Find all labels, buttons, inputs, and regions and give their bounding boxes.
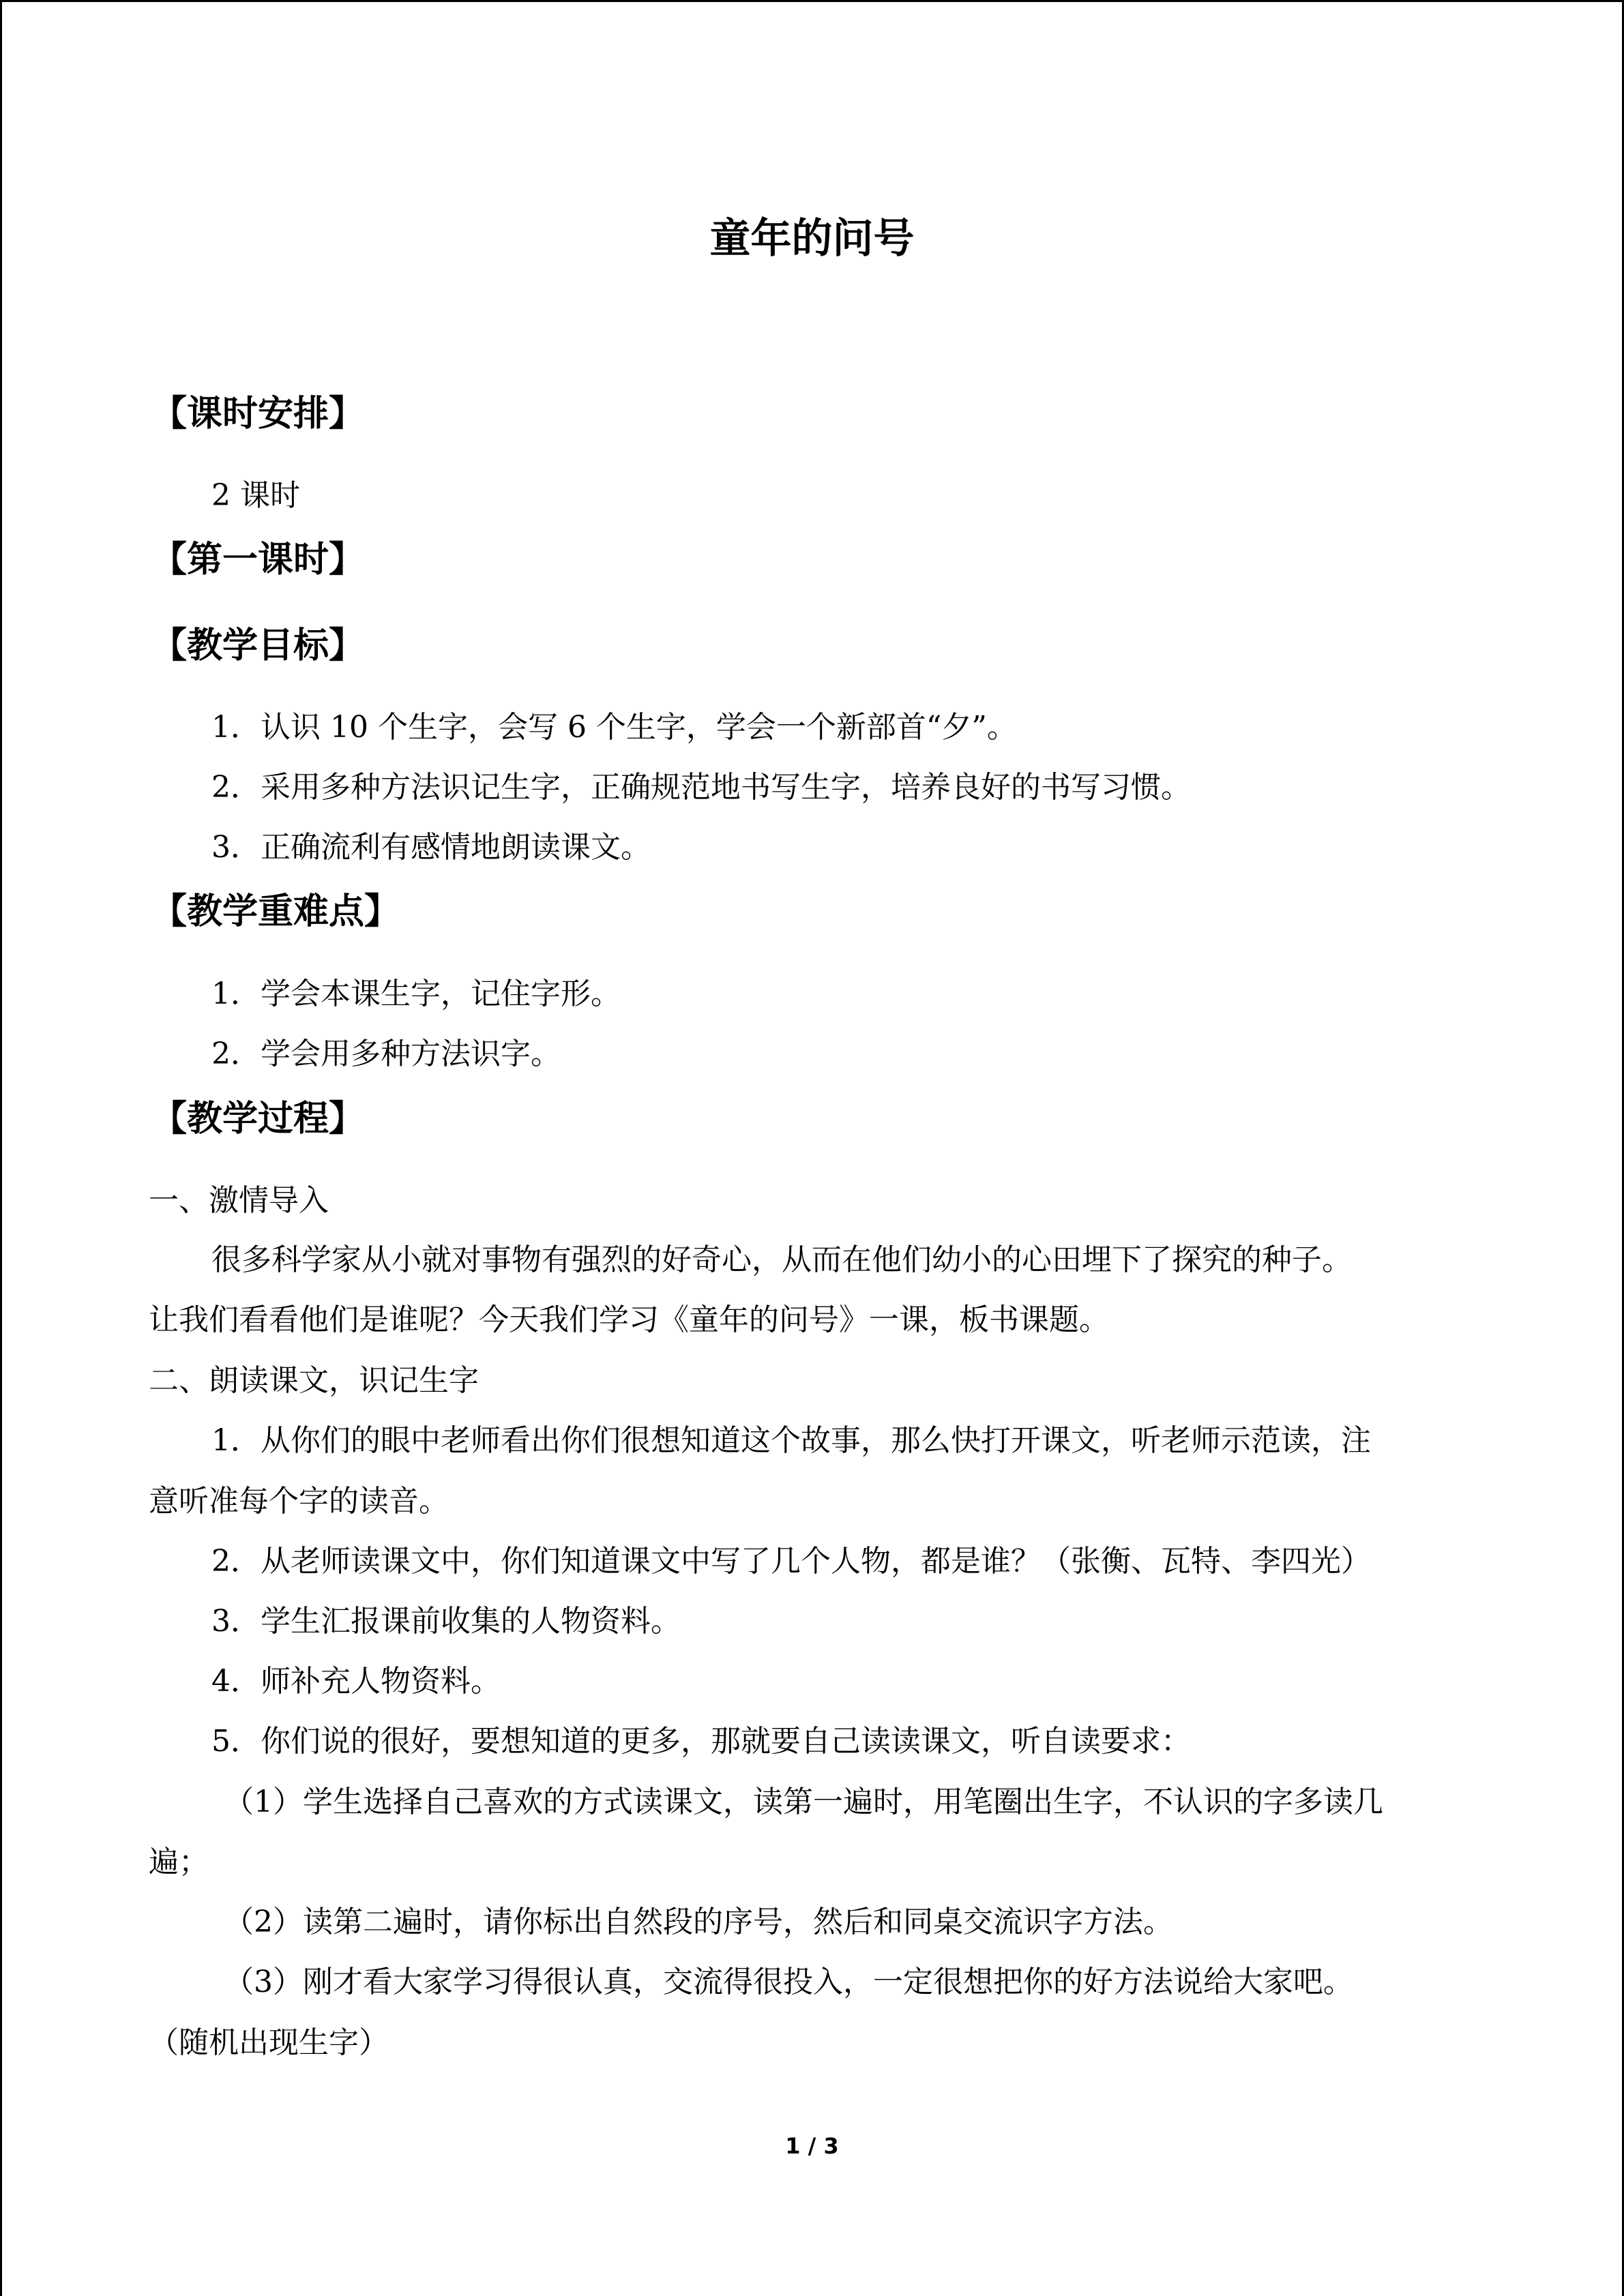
step4: 4．师补充人物资料。 xyxy=(211,1664,501,1699)
page-top-border xyxy=(0,0,1624,2)
substep2: （2）读第二遍时，请你标出自然段的序号，然后和同桌交流识字方法。 xyxy=(224,1905,1173,1939)
page-number: 1 / 3 xyxy=(785,2133,839,2159)
page-left-border xyxy=(0,0,2,2296)
key-point-item-1: 1．学会本课生字，记住字形。 xyxy=(211,976,621,1011)
substep1-line1: （1）学生选择自己喜欢的方式读课文，读第一遍时，用笔圈出生字，不认识的字多读几 xyxy=(224,1785,1383,1819)
goals-heading: 【教学目标】 xyxy=(151,625,365,666)
key-point-item-2: 2．学会用多种方法识字。 xyxy=(211,1037,561,1071)
first-lesson-heading: 【第一课时】 xyxy=(151,539,365,580)
part1-paragraph-line2: 让我们看看他们是谁呢？今天我们学习《童年的问号》一课，板书课题。 xyxy=(149,1302,1109,1337)
step1-line2: 意听准每个字的读音。 xyxy=(149,1484,449,1519)
part1-paragraph-line1: 很多科学家从小就对事物有强烈的好奇心，从而在他们幼小的心田埋下了探究的种子。 xyxy=(211,1242,1352,1277)
goal-item-2: 2．采用多种方法识记生字，正确规范地书写生字，培养良好的书写习惯。 xyxy=(211,770,1191,805)
schedule-text: 2 课时 xyxy=(211,478,300,513)
part1-title: 一、激情导入 xyxy=(149,1183,329,1218)
key-points-heading: 【教学重难点】 xyxy=(151,891,400,932)
step1-line1: 1．从你们的眼中老师看出你们很想知道这个故事，那么快打开课文，听老师示范读，注 xyxy=(211,1423,1371,1458)
goal-item-1: 1．认识 10 个生字，会写 6 个生字，学会一个新部首“夕”。 xyxy=(211,710,1017,745)
schedule-heading: 【课时安排】 xyxy=(151,393,365,434)
process-heading: 【教学过程】 xyxy=(151,1099,365,1139)
substep1-line2: 遍； xyxy=(149,1845,209,1879)
substep3-line2: （随机出现生字） xyxy=(149,2025,389,2060)
goal-item-3: 3．正确流利有感情地朗读课文。 xyxy=(211,830,651,865)
step3: 3．学生汇报课前收集的人物资料。 xyxy=(211,1604,681,1639)
document-title: 童年的问号 xyxy=(709,215,915,263)
step5: 5．你们说的很好，要想知道的更多，那就要自己读读课文，听自读要求： xyxy=(211,1724,1191,1759)
step2: 2．从老师读课文中，你们知道课文中写了几个人物，都是谁？（张衡、瓦特、李四光） xyxy=(211,1544,1371,1579)
substep3-line1: （3）刚才看大家学习得很认真，交流得很投入，一定很想把你的好方法说给大家吧。 xyxy=(224,1965,1353,1999)
part2-title: 二、朗读课文，识记生字 xyxy=(149,1363,479,1398)
